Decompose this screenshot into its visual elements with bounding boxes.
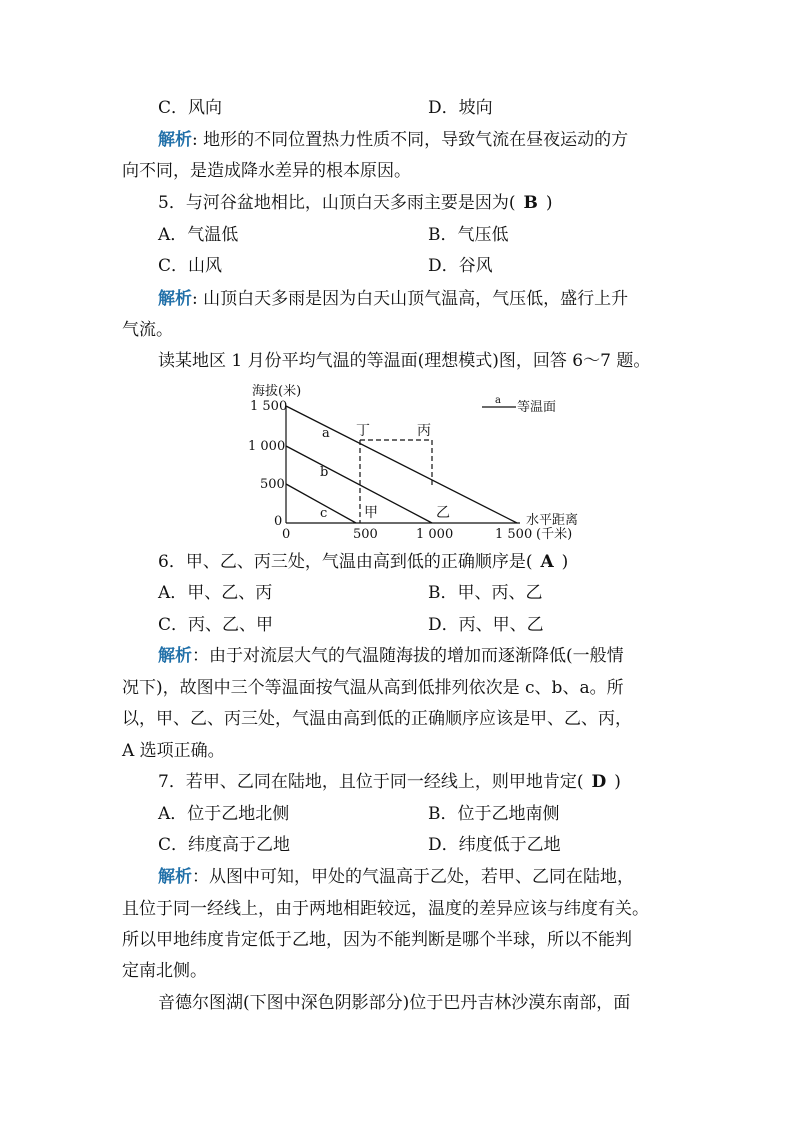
q7-option-a: A．位于乙地北侧 <box>158 804 290 824</box>
q6-analysis-line-3: 以，甲、乙、丙三处，气温由高到低的正确顺序应该是甲、乙、丙， <box>122 709 632 729</box>
q5-option-b: B．气压低 <box>428 225 509 245</box>
answer: B <box>523 193 538 213</box>
x-tick-1000: 1 000 <box>416 527 454 542</box>
q6-option-b: B．甲、丙、乙 <box>428 583 543 603</box>
q7-option-c: C．纬度高于乙地 <box>158 835 291 855</box>
place-jia: 甲 <box>364 505 378 521</box>
q6-option-d: D．丙、甲、乙 <box>428 615 544 635</box>
question-stem: 6．甲、乙、丙三处，气温由高到低的正确顺序是( <box>158 552 533 572</box>
analysis-text: ：从图中可知，甲处的气温高于乙处，若甲、乙同在陆地， <box>192 867 634 887</box>
surface-label-b: b <box>320 465 329 480</box>
q6-option-c: C．丙、乙、甲 <box>158 615 274 635</box>
isotherm-b <box>286 446 432 523</box>
x-axis-label: 水平距离 <box>526 513 579 528</box>
analysis-label: 解析 <box>158 646 192 666</box>
question-stem: 5．与河谷盆地相比，山顶白天多雨主要是因为( <box>158 193 516 213</box>
q7-option-b: B．位于乙地南侧 <box>428 804 560 824</box>
paren-close: ) <box>614 772 621 792</box>
q7-analysis-line-2: 且位于同一经线上，由于两地相距较远，温度的差异应该与纬度有关。 <box>122 899 649 919</box>
figure-intro: 读某地区 1 月份平均气温的等温面(理想模式)图，回答 6～7 题。 <box>158 351 651 371</box>
analysis-text: : 山顶白天多雨是因为白天山顶气温高，气压低，盛行上升 <box>192 289 629 309</box>
q6-option-a: A．甲、乙、丙 <box>158 583 273 603</box>
surface-label-c: c <box>320 506 328 521</box>
q7-analysis-line-1 <box>158 866 634 888</box>
y-tick-1000: 1 000 <box>248 439 286 454</box>
q4-option-d: D．坡向 <box>428 98 493 118</box>
q5-analysis-line-2: 气流。 <box>122 320 173 340</box>
answer: A <box>540 552 554 572</box>
q4-analysis-line-1 <box>158 129 628 151</box>
q4-option-c: C．风向 <box>158 98 223 118</box>
y-tick-0: 0 <box>274 514 283 529</box>
legend-text: 等温面 <box>517 400 557 415</box>
y-tick-1500: 1 500 <box>250 399 288 414</box>
q6-analysis-line-4: A 选项正确。 <box>122 741 225 761</box>
next-intro: 音德尔图湖(下图中深色阴影部分)位于巴丹吉林沙漠东南部，面 <box>158 993 631 1013</box>
q7-analysis-line-3: 所以甲地纬度肯定低于乙地，因为不能判断是哪个半球，所以不能判 <box>122 930 632 950</box>
q6-stem <box>158 551 568 573</box>
y-axis-label: 海拔(米) <box>252 384 302 399</box>
q5-analysis-line-1 <box>158 288 628 310</box>
x-origin: 0 <box>282 527 291 542</box>
q5-stem <box>158 192 552 214</box>
q5-option-c: C．山风 <box>158 256 223 276</box>
paren-close: ) <box>545 193 553 213</box>
x-tick-1500: 1 500 <box>495 527 533 542</box>
q7-stem <box>158 771 621 793</box>
y-tick-500: 500 <box>260 477 285 492</box>
place-bing: 丙 <box>417 423 431 439</box>
isotherm-figure <box>240 378 600 546</box>
q7-analysis-line-4: 定南北侧。 <box>122 961 207 981</box>
x-axis-unit: (千米) <box>536 527 573 542</box>
answer: D <box>591 772 607 792</box>
q7-option-d: D．纬度低于乙地 <box>428 835 561 855</box>
q5-option-a: A．气温低 <box>158 225 239 245</box>
analysis-label: 解析 <box>158 867 192 887</box>
analysis-text: ：由于对流层大气的气温随海拔的增加而逐渐降低(一般情 <box>192 646 624 666</box>
x-tick-500: 500 <box>353 527 378 542</box>
q4-analysis-line-2: 向不同，是造成降水差异的根本原因。 <box>122 161 411 181</box>
paren-close: ) <box>561 552 569 572</box>
place-yi: 乙 <box>436 505 450 521</box>
question-stem: 7．若甲、乙同在陆地，且位于同一经线上，则甲地肯定( <box>158 772 584 792</box>
surface-label-a: a <box>322 426 330 441</box>
legend-symbol: a <box>495 395 501 406</box>
q6-analysis-line-1 <box>158 645 624 667</box>
analysis-label: 解析 <box>158 289 192 309</box>
q5-option-d: D．谷风 <box>428 256 493 276</box>
analysis-text: : 地形的不同位置热力性质不同，导致气流在昼夜运动的方 <box>192 130 629 150</box>
analysis-label: 解析 <box>158 130 192 150</box>
place-ding: 丁 <box>356 423 370 439</box>
q6-analysis-line-2: 况下)，故图中三个等温面按气温从高到低排列依次是 c、b、a。所 <box>122 678 624 698</box>
